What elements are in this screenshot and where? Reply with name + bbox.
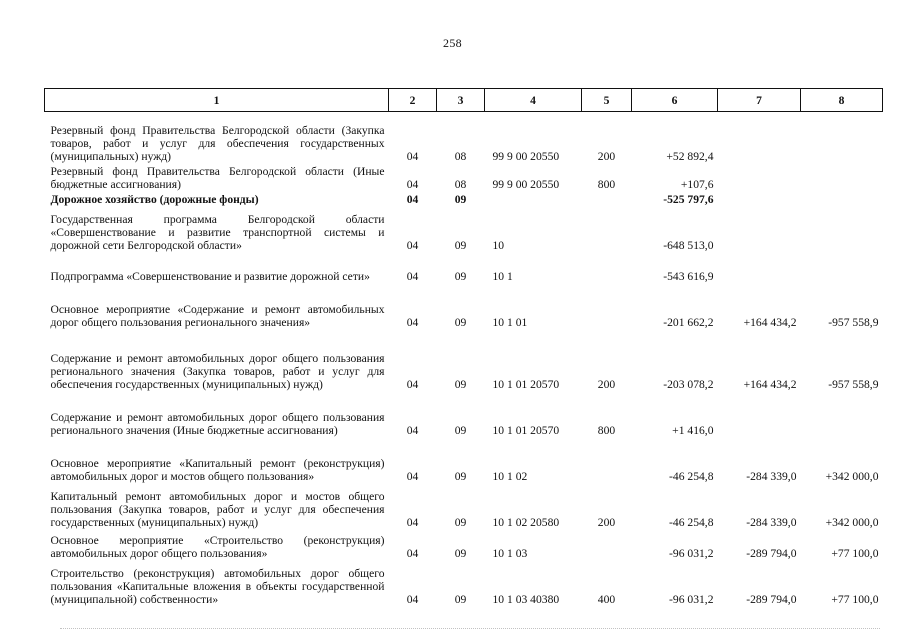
budget-table: [44, 88, 883, 607]
row-name: Капитальный ремонт автомобильных дорог и мостов общего пользования (Закупка товаров, работ и услуг для обеспечения государственных (муниципальных) нужд): [50, 489, 385, 529]
row-expense-type: 200: [597, 149, 616, 163]
row-target-code: 10 1 01 20570: [492, 423, 560, 437]
table-row: [45, 561, 883, 607]
row-target-code: 10 1 03 40380: [492, 592, 560, 606]
row-amount-col8: +77 100,0: [831, 546, 879, 560]
table-row: [45, 284, 883, 330]
row-subsection: 09: [454, 469, 467, 483]
row-amount-col7: -284 339,0: [746, 515, 797, 529]
column-header: 7: [718, 89, 801, 112]
page-number: 258: [443, 36, 462, 50]
row-amount-col6: +52 892,4: [666, 149, 714, 163]
row-target-code: 99 9 00 20550: [492, 149, 560, 163]
row-target-code: [485, 192, 582, 207]
row-amount-col7: [718, 253, 801, 284]
row-expense-type: [582, 253, 632, 284]
row-expense-type: [582, 192, 632, 207]
row-target-code: 10 1 03: [492, 546, 528, 560]
row-target-code: 10 1: [492, 269, 513, 283]
row-expense-type: [582, 438, 632, 484]
row-expense-type: 400: [597, 592, 616, 606]
table-row: [45, 530, 883, 561]
row-section: 04: [406, 177, 419, 191]
row-name: Содержание и ремонт автомобильных дорог общего пользования регионального значения (Иные бюджетные ассигнования): [50, 410, 385, 437]
table-row: [45, 484, 883, 530]
row-amount-col8: [801, 392, 883, 438]
row-target-code: 10 1 01: [492, 315, 528, 329]
row-name: Содержание и ремонт автомобильных дорог общего пользования регионального значения (Закупка товаров, работ и услуг для обеспечения государственных (муниципальных) нужд): [50, 351, 385, 391]
row-name: Основное мероприятие «Капитальный ремонт (реконструкция) автомобильных дорог и мостов общего пользования»: [50, 456, 385, 483]
row-section: 04: [406, 377, 419, 391]
row-amount-col7: [718, 112, 801, 164]
column-header: 6: [632, 89, 718, 112]
table-row: [45, 253, 883, 284]
column-header: 8: [801, 89, 883, 112]
row-amount-col6: -543 616,9: [663, 269, 714, 283]
row-subsection: 09: [454, 423, 467, 437]
row-subsection: 09: [454, 315, 467, 329]
row-amount-col6: -525 797,6: [663, 192, 714, 206]
column-header: 3: [437, 89, 485, 112]
row-amount-col8: +342 000,0: [825, 469, 879, 483]
row-amount-col6: -203 078,2: [663, 377, 714, 391]
row-amount-col7: [718, 392, 801, 438]
row-section: 04: [406, 515, 419, 529]
row-name: Резервный фонд Правительства Белгородской области (Иные бюджетные ассигнования): [50, 164, 385, 191]
row-name: Резервный фонд Правительства Белгородской области (Закупка товаров, работ и услуг для обеспечения государственных (муниципальных) нужд): [50, 123, 385, 163]
row-subsection: 09: [454, 192, 467, 206]
row-amount-col6: -648 513,0: [663, 238, 714, 252]
column-header: 1: [45, 89, 389, 112]
row-amount-col7: [718, 164, 801, 192]
row-section: 04: [406, 592, 419, 606]
row-target-code: 10: [492, 238, 505, 252]
row-target-code: 99 9 00 20550: [492, 177, 560, 191]
row-amount-col8: [801, 112, 883, 164]
row-amount-col6: -96 031,2: [669, 546, 714, 560]
row-expense-type: 200: [597, 515, 616, 529]
row-expense-type: 200: [597, 377, 616, 391]
row-section: 04: [406, 546, 419, 560]
row-subsection: 09: [454, 546, 467, 560]
row-expense-type: [582, 207, 632, 253]
table-row: [45, 192, 883, 207]
row-amount-col7: -289 794,0: [746, 546, 797, 560]
row-amount-col6: -46 254,8: [669, 515, 714, 529]
row-amount-col8: -957 558,9: [828, 315, 879, 329]
row-amount-col6: -96 031,2: [669, 592, 714, 606]
row-amount-col7: +164 434,2: [743, 315, 797, 329]
row-name: Основное мероприятие «Строительство (реконструкция) автомобильных дорог общего пользования»: [50, 533, 385, 560]
row-name: Основное мероприятие «Содержание и ремонт автомобильных дорог общего пользования регионального значения»: [50, 302, 385, 329]
row-expense-type: 800: [597, 177, 616, 191]
row-expense-type: 800: [597, 423, 616, 437]
column-header: 4: [485, 89, 582, 112]
row-amount-col7: [718, 207, 801, 253]
row-section: 04: [406, 423, 419, 437]
row-expense-type: [582, 284, 632, 330]
row-name: Подпрограмма «Совершенствование и развитие дорожной сети»: [50, 269, 370, 283]
row-name: Строительство (реконструкция) автомобильных дорог общего пользования «Капитальные вложения в объекты государственной (муниципальной) собственности»: [50, 566, 385, 606]
row-amount-col7: [718, 192, 801, 207]
row-amount-col8: [801, 207, 883, 253]
row-subsection: 09: [454, 515, 467, 529]
row-section: 04: [406, 192, 419, 206]
row-section: 04: [406, 238, 419, 252]
header-row: [45, 89, 883, 112]
row-section: 04: [406, 269, 419, 283]
table-row: [45, 207, 883, 253]
row-target-code: 10 1 02 20580: [492, 515, 560, 529]
row-target-code: 10 1 01 20570: [492, 377, 560, 391]
row-amount-col8: +342 000,0: [825, 515, 879, 529]
row-amount-col7: +164 434,2: [743, 377, 797, 391]
row-amount-col8: +77 100,0: [831, 592, 879, 606]
row-amount-col6: +107,6: [680, 177, 714, 191]
table-row: [45, 392, 883, 438]
row-amount-col8: [801, 253, 883, 284]
table-row: [45, 112, 883, 164]
row-subsection: 09: [454, 269, 467, 283]
row-subsection: 08: [454, 177, 467, 191]
column-header: 5: [582, 89, 632, 112]
row-name: Государственная программа Белгородской области «Совершенствование и развитие транспортной системы и дорожной сети Белгородской области»: [50, 212, 385, 252]
table-row: [45, 438, 883, 484]
row-subsection: 09: [454, 377, 467, 391]
table-row: [45, 330, 883, 392]
row-section: 04: [406, 469, 419, 483]
row-subsection: 09: [454, 592, 467, 606]
row-target-code: 10 1 02: [492, 469, 528, 483]
row-section: 04: [406, 315, 419, 329]
row-amount-col8: [801, 192, 883, 207]
row-amount-col8: [801, 164, 883, 192]
row-expense-type: [582, 530, 632, 561]
scan-artifact: [60, 628, 880, 630]
row-amount-col7: -289 794,0: [746, 592, 797, 606]
table-row: [45, 164, 883, 192]
column-header: 2: [389, 89, 437, 112]
row-amount-col8: -957 558,9: [828, 377, 879, 391]
row-amount-col6: +1 416,0: [672, 423, 714, 437]
row-amount-col6: -46 254,8: [669, 469, 714, 483]
row-amount-col7: -284 339,0: [746, 469, 797, 483]
row-name: Дорожное хозяйство (дорожные фонды): [50, 192, 259, 206]
row-subsection: 09: [454, 238, 467, 252]
row-section: 04: [406, 149, 419, 163]
row-amount-col6: -201 662,2: [663, 315, 714, 329]
row-subsection: 08: [454, 149, 467, 163]
